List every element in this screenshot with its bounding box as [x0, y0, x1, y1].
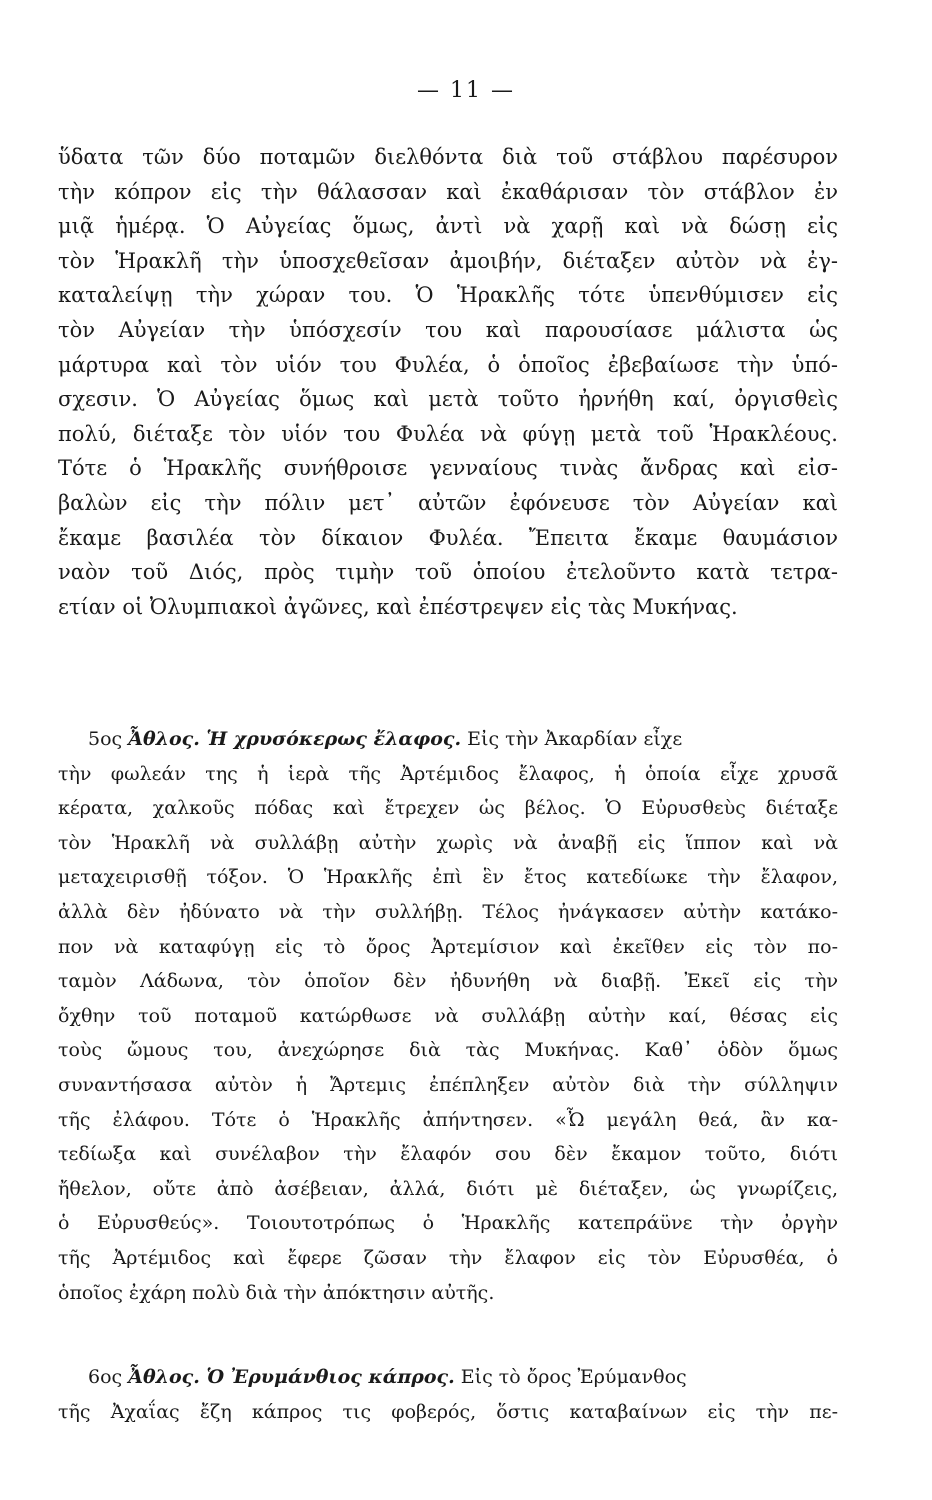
text-line: τὸν Ἡρακλῆ νὰ συλλάβῃ αὐτὴν χωρὶς νὰ ἀναβῇ εἰς ἵππον καὶ νὰ: [58, 831, 838, 854]
text-line: καταλείψῃ τὴν χώραν του. Ὁ Ἡρακλῆς τότε ὑπενθύμισεν εἰς: [58, 283, 838, 308]
text-line: βαλὼν εἰς τὴν πόλιν μετ᾽ αὐτῶν ἐφόνευσε τὸν Αὐγείαν καὶ: [58, 490, 838, 515]
text-line: ναὸν τοῦ Διός, πρὸς τιμὴν τοῦ ὁποίου ἐτελοῦντο κατὰ τετρα-: [58, 560, 838, 585]
section-number: 6ος: [88, 1366, 123, 1388]
text-line: τεδίωξα καὶ συνέλαβον τὴν ἔλαφόν σου δὲν ἔκαμον τοῦτο, διότι: [58, 1143, 838, 1166]
text-line: μάρτυρα καὶ τὸν υἱόν του Φυλέα, ὁ ὁποῖος ἐβεβαίωσε τὴν ὑπό-: [58, 352, 838, 377]
text-line: πολύ, διέταξε τὸν υἱόν του Φυλέα νὰ φύγῃ μετὰ τοῦ Ἡρακλέους.: [58, 421, 838, 446]
section-6-erymanthian-boar: [58, 1360, 838, 1429]
text-line: τὸν Αὐγείαν τὴν ὑπόσχεσίν του καὶ παρουσίασε μάλιστα ὡς: [58, 317, 838, 342]
page-number: — 11 —: [417, 78, 515, 103]
text-line: τὴν κόπρον εἰς τὴν θάλασσαν καὶ ἐκαθάρισαν τὸν στάβλον ἐν: [58, 179, 838, 204]
text-line: ὄχθην τοῦ ποταμοῦ κατώρθωσε νὰ συλλάβῃ αὐτὴν καί, θέσας εἰς: [58, 1004, 838, 1027]
text-run: Εἰς τὴν Ἀκαρδίαν εἶχε: [467, 728, 683, 750]
text-line: ἤθελον, οὔτε ἀπὸ ἀσέβειαν, ἀλλά, διότι μὲ διέταξεν, ὡς γνωρίζεις,: [58, 1177, 838, 1200]
paragraph-aegean-stables: [58, 140, 838, 624]
text-line: Τότε ὁ Ἡρακλῆς συνήθροισε γενναίους τινὰς ἄνδρας καὶ εἰσ-: [58, 456, 838, 481]
text-line: ἔκαμε βασιλέα τὸν δίκαιον Φυλέα. Ἔπειτα ἔκαμε θαυμάσιον: [58, 525, 838, 550]
text-line: μεταχειρισθῇ τόξον. Ὁ Ἡρακλῆς ἐπὶ ἓν ἔτος κατεδίωκε τὴν ἔλαφον,: [58, 866, 838, 889]
section-heading: Ἆθλος. Ὁ Ἐρυμάνθιος κάπρος.: [128, 1366, 455, 1388]
text-line: κέρατα, χαλκοῦς πόδας καὶ ἔτρεχεν ὡς βέλος. Ὁ Εὐρυσθεὺς διέταξε: [58, 797, 838, 820]
text-line: τὴν φωλεάν της ἡ ἱερὰ τῆς Ἀρτέμιδος ἔλαφος, ἡ ὁποία εἶχε χρυσᾶ: [58, 762, 838, 785]
section-6-first-line: [58, 1360, 838, 1395]
text-line: τῆς ἐλάφου. Τότε ὁ Ἡρακλῆς ἀπήντησεν. «Ὦ μεγάλη θεά, ἂν κα-: [58, 1108, 838, 1131]
text-line: πον νὰ καταφύγῃ εἰς τὸ ὄρος Ἀρτεμίσιον καὶ ἐκεῖθεν εἰς τὸν πο-: [58, 935, 838, 958]
text-run: Εἰς τὸ ὄρος Ἐρύμανθος: [460, 1366, 687, 1388]
text-line: σχεσιν. Ὁ Αὐγείας ὅμως καὶ μετὰ τοῦτο ἠρνήθη καί, ὀργισθεὶς: [58, 387, 838, 412]
section-heading: Ἆθλος. Ἡ χρυσόκερως ἔλαφος.: [128, 728, 462, 750]
text-line: ὕδατα τῶν δύο ποταμῶν διελθόντα διὰ τοῦ στάβλου παρέσυρον: [58, 145, 838, 169]
text-line: τῆς Ἀρτέμιδος καὶ ἔφερε ζῶσαν τὴν ἔλαφον εἰς τὸν Εὐρυσθέα, ὁ: [58, 1246, 838, 1269]
text-line: τοὺς ὤμους του, ἀνεχώρησε διὰ τὰς Μυκήνας. Καθ᾽ ὁδὸν ὅμως: [58, 1039, 838, 1062]
section-5-first-line: [58, 722, 838, 757]
text-line: μιᾷ ἡμέρᾳ. Ὁ Αὐγείας ὅμως, ἀντὶ νὰ χαρῇ καὶ νὰ δώσῃ εἰς: [58, 214, 838, 239]
section-number: 5ος: [88, 728, 123, 750]
text-line: ταμὸν Λάδωνα, τὸν ὁποῖον δὲν ἠδυνήθη νὰ διαβῇ. Ἐκεῖ εἰς τὴν: [58, 970, 838, 993]
text-line: τῆς Ἀχαΐας ἔζη κάπρος τις φοβερός, ὅστις καταβαίνων εἰς τὴν πε-: [58, 1400, 838, 1423]
section-5-golden-hind: [58, 722, 838, 1310]
text-line: ἀλλὰ δὲν ἠδύνατο νὰ τὴν συλλήβῃ. Τέλος ἠνάγκασεν αὐτὴν κατάκο-: [58, 900, 838, 923]
text-line: τὸν Ἡρακλῆ τὴν ὑποσχεθεῖσαν ἀμοιβήν, διέταξεν αὐτὸν νὰ ἐγ-: [58, 248, 838, 273]
text-line: συναντήσασα αὐτὸν ἡ Ἄρτεμις ἐπέπληξεν αὐτὸν διὰ τὴν σύλληψιν: [58, 1073, 838, 1096]
text-line: ετίαν οἱ Ὀλυμπιακοὶ ἀγῶνες, καὶ ἐπέστρεψεν εἰς τὰς Μυκήνας.: [58, 594, 738, 619]
text-line: ὁ Εὐρυσθεύς». Τοιουτοτρόπως ὁ Ἡρακλῆς κατεπράϋνε τὴν ὀργὴν: [58, 1212, 838, 1235]
text-line: ὁποῖος ἐχάρη πολὺ διὰ τὴν ἀπόκτησιν αὐτῆς.: [58, 1281, 495, 1304]
